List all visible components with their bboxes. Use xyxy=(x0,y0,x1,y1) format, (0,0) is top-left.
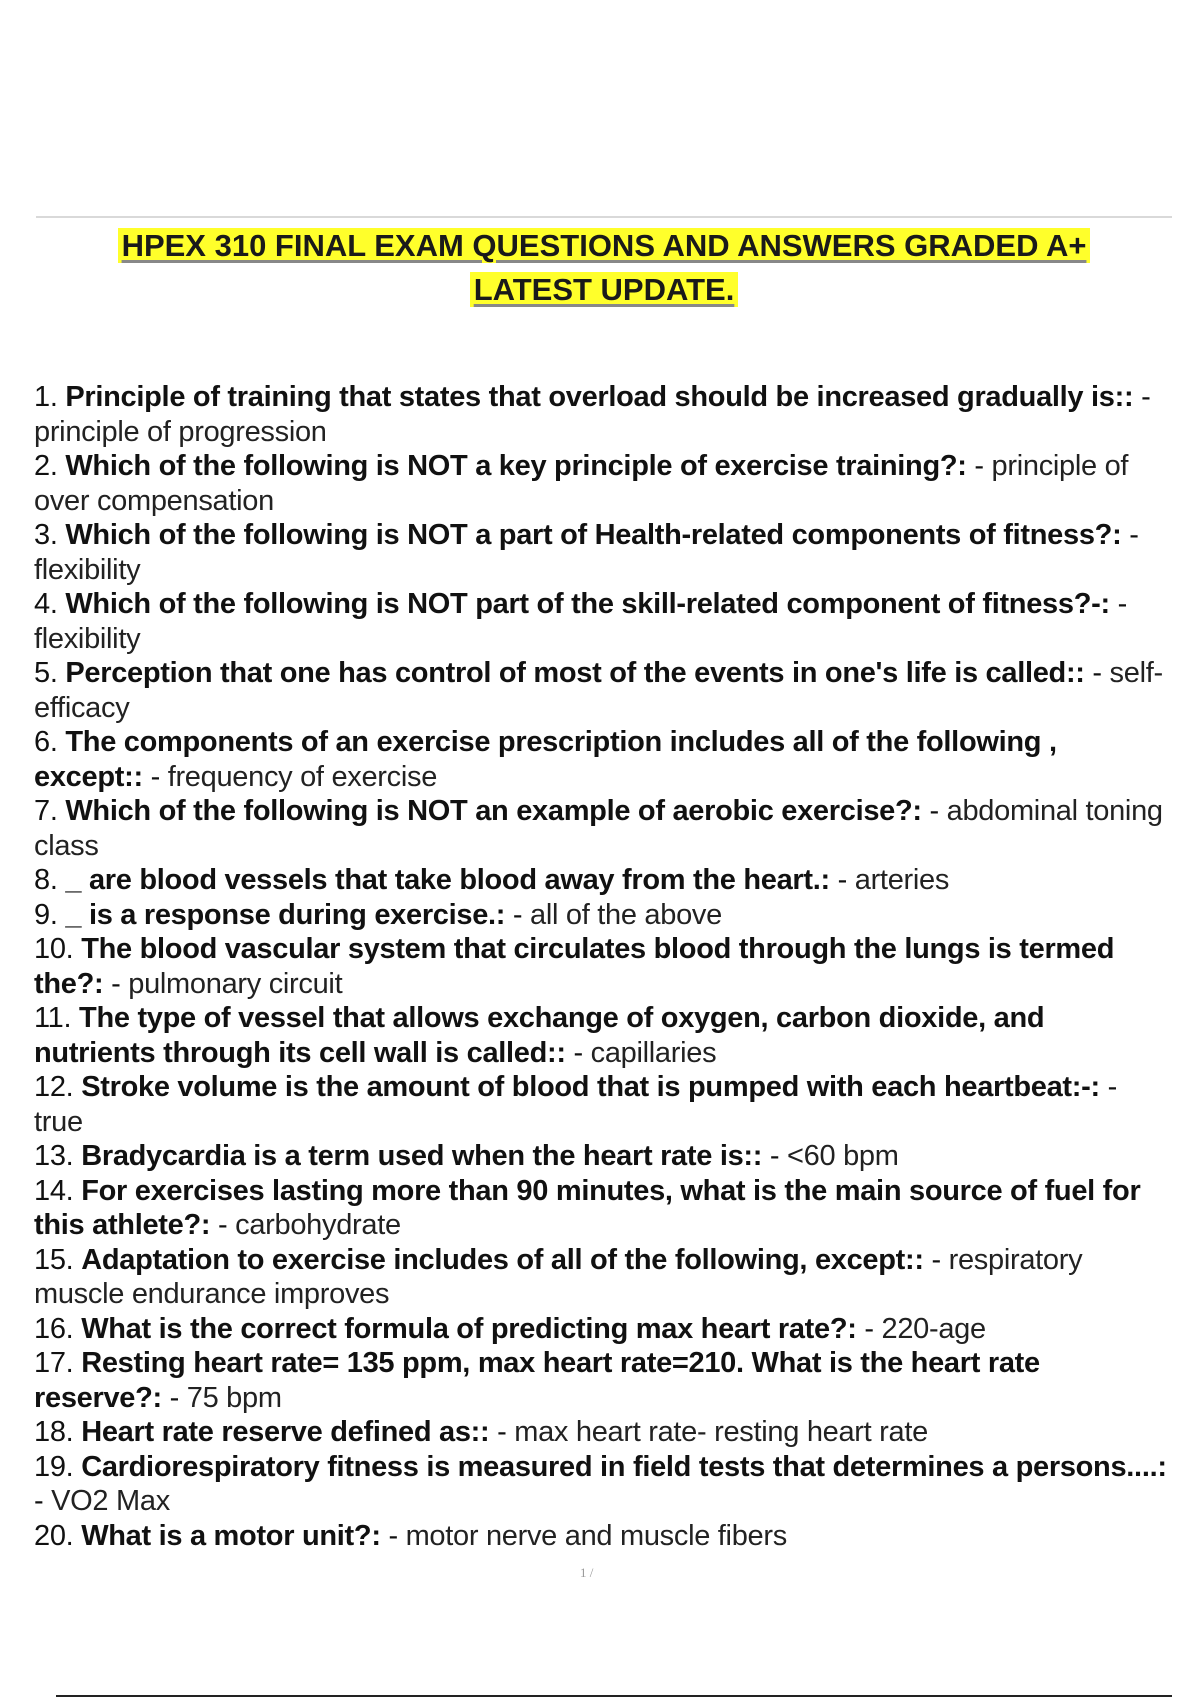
question-text: What is a motor unit?: xyxy=(81,1519,381,1552)
list-item: 6. The components of an exercise prescription includes all of the following , except:: - frequency of exercise xyxy=(34,726,1057,793)
answer-text: flexibility xyxy=(34,553,141,586)
answer-text: VO2 Max xyxy=(51,1485,170,1517)
list-item: 7. Which of the following is NOT an example of aerobic exercise?: - abdominal toning class xyxy=(34,795,1163,862)
list-item: 20. What is a motor unit?: - motor nerve and muscle fibers xyxy=(34,1519,787,1552)
answer-text: frequency of exercise xyxy=(167,760,438,793)
answer-text: max heart rate- resting heart rate xyxy=(514,1416,928,1448)
list-item: 16. What is the correct formula of predicting max heart rate?: - 220-age xyxy=(34,1312,986,1345)
question-number: 2. xyxy=(34,450,58,482)
answer-text: flexibility xyxy=(34,622,141,655)
question-text: Which of the following is NOT part of the skill-related component of fitness?-: xyxy=(65,588,1110,620)
answer-text: capillaries xyxy=(590,1036,717,1069)
document-title xyxy=(36,224,1172,312)
list-item: 9. _ is a response during exercise.: - all of the above xyxy=(34,898,722,931)
answer-text: abdominal toning class xyxy=(34,795,1163,862)
list-item: 4. Which of the following is NOT part of the skill-related component of fitness?-: - flexibility xyxy=(34,588,1127,655)
question-number: 13. xyxy=(34,1140,74,1172)
question-number: 1. xyxy=(34,381,58,413)
list-item: 19. Cardiorespiratory fitness is measured in field tests that determines a persons....: - VO2 Max xyxy=(34,1450,1167,1517)
answer-text: respiratory muscle endurance improves xyxy=(34,1243,1083,1310)
question-number: 10. xyxy=(34,933,74,965)
answer-text: arteries xyxy=(854,864,950,896)
question-text: Principle of training that states that overload should be increased gradually is:: xyxy=(65,381,1134,413)
question-number: 12. xyxy=(34,1071,74,1103)
answer-text: motor nerve and muscle fibers xyxy=(405,1519,787,1552)
question-text: The type of vessel that allows exchange of oxygen, carbon dioxide, and nutrients through its cell wall is called:: xyxy=(34,1002,1045,1069)
question-number: 15. xyxy=(34,1243,74,1276)
answer-text: pulmonary circuit xyxy=(128,967,343,1000)
list-item: 15. Adaptation to exercise includes of all of the following, except:: - respiratory muscle endurance improves xyxy=(34,1243,1083,1310)
question-text: Which of the following is NOT a key principle of exercise training?: xyxy=(65,450,967,482)
list-item: 18. Heart rate reserve defined as:: - max heart rate- resting heart rate xyxy=(34,1416,928,1448)
page-number: 1 / xyxy=(580,1565,594,1580)
question-text: Heart rate reserve defined as:: xyxy=(81,1416,490,1448)
list-item: 1. Principle of training that states that overload should be increased gradually is:: - principle of progression xyxy=(34,381,1151,448)
question-text: Resting heart rate= 135 ppm, max heart rate=210. What is the heart rate reserve?: xyxy=(34,1347,1040,1414)
question-number: 6. xyxy=(34,726,58,758)
answer-text: principle of over compensation xyxy=(34,450,1129,517)
question-text: _ are blood vessels that take blood away from the heart.: xyxy=(65,864,830,896)
answer-text: 75 bpm xyxy=(186,1381,282,1414)
bottom-divider xyxy=(56,1695,1172,1697)
question-answer-list xyxy=(34,380,1170,1553)
question-number: 11. xyxy=(34,1002,72,1034)
question-number: 19. xyxy=(34,1450,74,1483)
question-text: Which of the following is NOT an example of aerobic exercise?: xyxy=(65,795,922,827)
question-text: Which of the following is NOT a part of Health-related components of fitness?: xyxy=(65,519,1122,551)
question-number: 3. xyxy=(34,519,58,551)
question-number: 8. xyxy=(34,864,58,896)
question-number: 7. xyxy=(34,795,58,827)
title-line-1: HPEX 310 FINAL EXAM QUESTIONS AND ANSWERS GRADED A+ xyxy=(118,228,1091,263)
answer-text: all of the above xyxy=(530,898,722,931)
question-number: 14. xyxy=(34,1174,74,1207)
question-number: 20. xyxy=(34,1519,74,1552)
question-number: 4. xyxy=(34,588,58,620)
list-item: 11. The type of vessel that allows exchange of oxygen, carbon dioxide, and nutrients through its cell wall is called:: - capillaries xyxy=(34,1002,1045,1069)
list-item: 17. Resting heart rate= 135 ppm, max heart rate=210. What is the heart rate reserve?: - 75 bpm xyxy=(34,1347,1040,1414)
question-text: Bradycardia is a term used when the heart rate is:: xyxy=(81,1140,763,1172)
list-item: 10. The blood vascular system that circulates blood through the lungs is termed the?: - pulmonary circuit xyxy=(34,933,1115,1000)
question-text: _ is a response during exercise.: xyxy=(65,898,506,931)
list-item: 2. Which of the following is NOT a key principle of exercise training?: - principle of over compensation xyxy=(34,450,1129,517)
answer-text: true xyxy=(34,1105,83,1138)
answer-text: self-efficacy xyxy=(34,657,1163,724)
question-number: 9. xyxy=(34,898,58,931)
question-number: 18. xyxy=(34,1416,74,1448)
question-number: 5. xyxy=(34,657,58,689)
question-text: Stroke volume is the amount of blood that is pumped with each heartbeat:-: xyxy=(81,1071,1100,1103)
list-item: 8. _ are blood vessels that take blood away from the heart.: - arteries xyxy=(34,864,950,896)
question-text: Cardiorespiratory fitness is measured in field tests that determines a persons....: xyxy=(81,1450,1167,1483)
title-line-2: LATEST UPDATE. xyxy=(470,272,739,307)
question-text: The components of an exercise prescription includes all of the following , except:: xyxy=(34,726,1057,793)
question-text: Adaptation to exercise includes of all of the following, except:: xyxy=(81,1243,924,1276)
question-number: 16. xyxy=(34,1312,74,1345)
question-text: For exercises lasting more than 90 minutes, what is the main source of fuel for this athlete?: xyxy=(34,1174,1141,1241)
question-text: The blood vascular system that circulates blood through the lungs is termed the?: xyxy=(34,933,1115,1000)
answer-text: principle of progression xyxy=(34,415,327,448)
list-item: 3. Which of the following is NOT a part of Health-related components of fitness?: - flexibility xyxy=(34,519,1139,586)
question-number: 17. xyxy=(34,1347,74,1379)
answer-text: carbohydrate xyxy=(235,1209,401,1241)
list-item: 13. Bradycardia is a term used when the heart rate is:: - <60 bpm xyxy=(34,1140,899,1172)
answer-text: 220-age xyxy=(881,1312,986,1345)
list-item: 12. Stroke volume is the amount of blood that is pumped with each heartbeat:-: - true xyxy=(34,1071,1117,1138)
top-divider xyxy=(36,216,1172,218)
list-item: 5. Perception that one has control of most of the events in one's life is called:: - self-efficacy xyxy=(34,657,1163,724)
answer-text: <60 bpm xyxy=(787,1140,899,1172)
list-item: 14. For exercises lasting more than 90 minutes, what is the main source of fuel for this athlete?: - carbohydrate xyxy=(34,1174,1141,1241)
question-text: What is the correct formula of predicting max heart rate?: xyxy=(81,1312,857,1345)
question-text: Perception that one has control of most of the events in one's life is called:: xyxy=(65,657,1085,689)
